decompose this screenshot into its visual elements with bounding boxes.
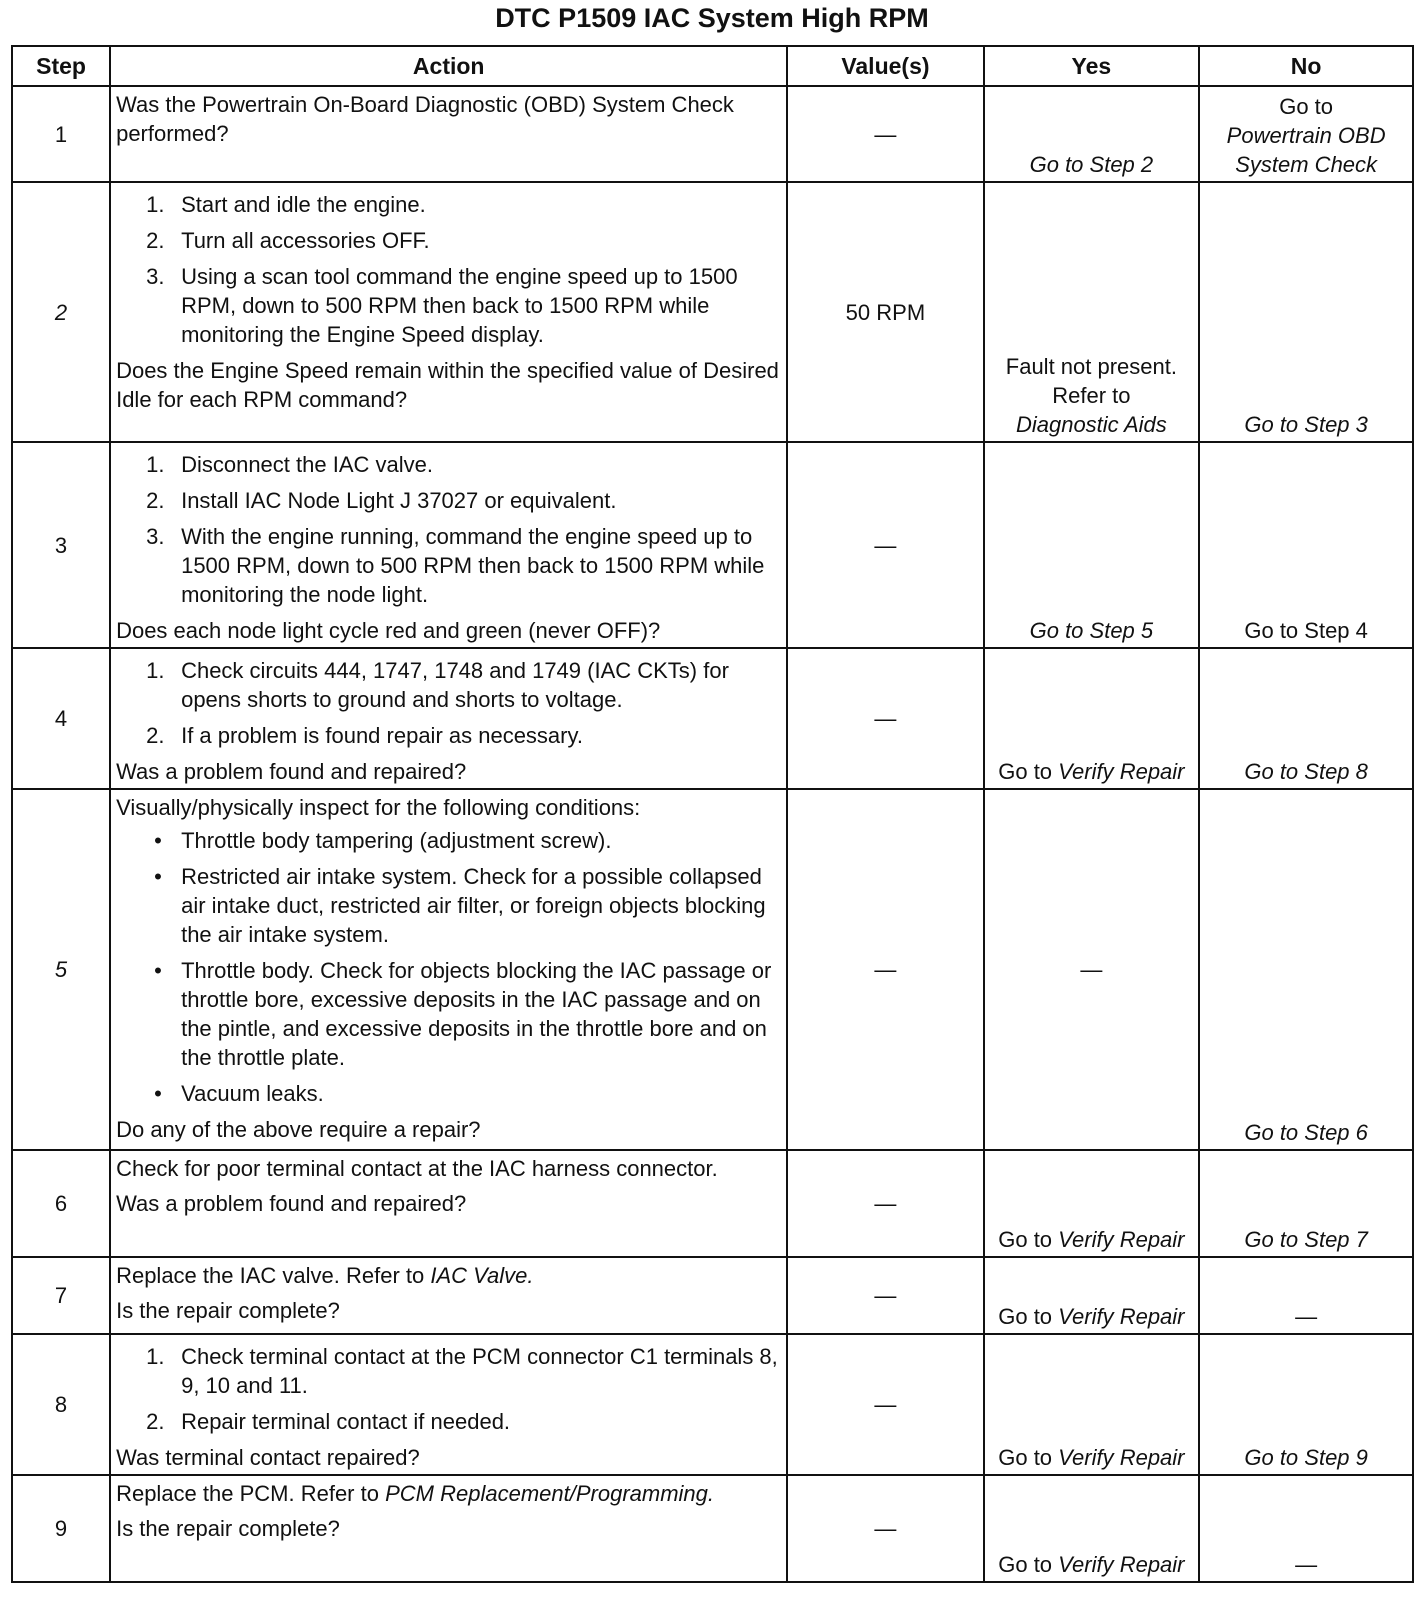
no-cell bbox=[1199, 86, 1413, 182]
yes-link: Verify Repair bbox=[1058, 1552, 1185, 1577]
no-cell: Go to Step 7 bbox=[1199, 1150, 1413, 1257]
step-number: 4 bbox=[12, 648, 110, 789]
substep-list bbox=[116, 190, 780, 349]
no-cell: — bbox=[1199, 1257, 1413, 1334]
substep-item: 2. Install IAC Node Light J 37027 or equivalent. bbox=[146, 488, 617, 513]
substep-item: 1. Disconnect the IAC valve. bbox=[146, 452, 433, 477]
action-cell bbox=[110, 1150, 787, 1257]
header-action: Action bbox=[110, 46, 787, 86]
yes-link: Diagnostic Aids bbox=[1015, 412, 1167, 437]
action-cell bbox=[110, 1475, 787, 1582]
no-cell: Go to Step 4 bbox=[1199, 442, 1413, 648]
yes-link: Verify Repair bbox=[1058, 759, 1185, 784]
value-cell: — bbox=[787, 648, 983, 789]
action-link: PCM Replacement/Programming. bbox=[385, 1481, 715, 1506]
yes-cell bbox=[984, 182, 1200, 442]
table-row bbox=[12, 182, 1413, 442]
action-question: Is the repair complete? bbox=[116, 1298, 340, 1323]
value-cell: — bbox=[787, 789, 983, 1150]
no-prefix: Go to bbox=[1279, 94, 1334, 119]
yes-cell: — bbox=[984, 789, 1200, 1150]
action-text-prefix: Replace the IAC valve. Refer to bbox=[116, 1263, 425, 1288]
value-cell: 50 RPM bbox=[787, 182, 983, 442]
action-text: Was the Powertrain On-Board Diagnostic (OBD) System Check performed? bbox=[116, 92, 734, 146]
step-number: 8 bbox=[12, 1334, 110, 1475]
yes-prefix: Go to bbox=[998, 1304, 1053, 1329]
value-cell: — bbox=[787, 1475, 983, 1582]
substep-item: 1. Start and idle the engine. bbox=[146, 192, 426, 217]
table-row bbox=[12, 789, 1413, 1150]
header-step: Step bbox=[12, 46, 110, 86]
action-question: Is the repair complete? bbox=[116, 1516, 340, 1541]
yes-link: Verify Repair bbox=[1058, 1227, 1185, 1252]
action-text: Check for poor terminal contact at the IAC harness connector. bbox=[116, 1156, 718, 1181]
table-row bbox=[12, 442, 1413, 648]
substep-item: 1. Check circuits 444, 1747, 1748 and 1749 (IAC CKTs) for opens shorts to ground and shorts to voltage. bbox=[146, 658, 729, 712]
no-cell: Go to Step 8 bbox=[1199, 648, 1413, 789]
page-title: DTC P1509 IAC System High RPM bbox=[495, 3, 929, 33]
yes-cell bbox=[984, 1257, 1200, 1334]
action-question: Do any of the above require a repair? bbox=[116, 1117, 481, 1142]
action-link: IAC Valve. bbox=[430, 1263, 534, 1288]
table-row bbox=[12, 1475, 1413, 1582]
no-cell: Go to Step 9 bbox=[1199, 1334, 1413, 1475]
substep-item: 2. Turn all accessories OFF. bbox=[146, 228, 430, 253]
substep-list bbox=[116, 1342, 780, 1436]
yes-cell bbox=[984, 1475, 1200, 1582]
value-cell: — bbox=[787, 1334, 983, 1475]
action-cell bbox=[110, 1334, 787, 1475]
substep-item: 2. Repair terminal contact if needed. bbox=[146, 1409, 511, 1434]
condition-item: • Throttle body. Check for objects blocking the IAC passage or throttle bore, excessive deposits in the IAC passage and on the pintle, and excessive deposits in the throttle bore and on the throttle plate. bbox=[154, 958, 772, 1070]
header-no: No bbox=[1199, 46, 1413, 86]
yes-link: Verify Repair bbox=[1058, 1304, 1185, 1329]
step-number: 3 bbox=[12, 442, 110, 648]
substep-list bbox=[116, 450, 780, 609]
no-link: Powertrain OBD System Check bbox=[1226, 123, 1386, 177]
condition-list bbox=[116, 826, 780, 1108]
no-cell: Go to Step 3 bbox=[1199, 182, 1413, 442]
action-text-prefix: Replace the PCM. Refer to bbox=[116, 1481, 379, 1506]
table-header-row bbox=[12, 46, 1413, 86]
action-question: Does each node light cycle red and green (never OFF)? bbox=[116, 618, 661, 643]
value-cell: — bbox=[787, 442, 983, 648]
yes-prefix: Go to bbox=[998, 1227, 1053, 1252]
substep-item: 1. Check terminal contact at the PCM connector C1 terminals 8, 9, 10 and 11. bbox=[146, 1344, 778, 1398]
action-cell bbox=[110, 86, 787, 182]
yes-cell bbox=[984, 648, 1200, 789]
action-cell bbox=[110, 648, 787, 789]
no-cell: — bbox=[1199, 1475, 1413, 1582]
substep-item: 3. With the engine running, command the engine speed up to 1500 RPM, down to 500 RPM then back to 1500 RPM while monitoring the node light. bbox=[146, 524, 765, 607]
action-question: Does the Engine Speed remain within the specified value of Desired Idle for each RPM command? bbox=[116, 358, 779, 412]
value-cell: — bbox=[787, 1257, 983, 1334]
header-values: Value(s) bbox=[787, 46, 983, 86]
yes-prefix: Go to bbox=[998, 759, 1053, 784]
table-row bbox=[12, 1334, 1413, 1475]
action-question: Was a problem found and repaired? bbox=[116, 1191, 467, 1216]
yes-link: Verify Repair bbox=[1058, 1445, 1185, 1470]
table-row bbox=[12, 648, 1413, 789]
yes-cell bbox=[984, 1150, 1200, 1257]
step-number: 5 bbox=[12, 789, 110, 1150]
header-yes: Yes bbox=[984, 46, 1200, 86]
yes-cell: Go to Step 2 bbox=[984, 86, 1200, 182]
step-number: 9 bbox=[12, 1475, 110, 1582]
action-cell bbox=[110, 1257, 787, 1334]
action-text bbox=[116, 1261, 780, 1290]
condition-item: • Vacuum leaks. bbox=[154, 1081, 324, 1106]
condition-item: • Restricted air intake system. Check for a possible collapsed air intake duct, restricted air filter, or foreign objects blocking the air intake system. bbox=[154, 864, 766, 947]
action-cell bbox=[110, 442, 787, 648]
action-text bbox=[116, 1479, 780, 1508]
step-number: 1 bbox=[12, 86, 110, 182]
action-cell bbox=[110, 182, 787, 442]
yes-prefix: Fault not present. Refer to bbox=[1005, 354, 1177, 408]
table-row bbox=[12, 1150, 1413, 1257]
diagnostic-table bbox=[11, 45, 1414, 1583]
substep-item: 3. Using a scan tool command the engine speed up to 1500 RPM, down to 500 RPM then back to 1500 RPM while monitoring the Engine Speed display. bbox=[146, 264, 738, 347]
action-question: Was terminal contact repaired? bbox=[116, 1445, 420, 1470]
yes-cell bbox=[984, 1334, 1200, 1475]
step-number: 6 bbox=[12, 1150, 110, 1257]
table-row bbox=[12, 86, 1413, 182]
value-cell: — bbox=[787, 86, 983, 182]
step-number: 7 bbox=[12, 1257, 110, 1334]
action-cell bbox=[110, 789, 787, 1150]
yes-prefix: Go to bbox=[998, 1552, 1053, 1577]
value-cell: — bbox=[787, 1150, 983, 1257]
table-row bbox=[12, 1257, 1413, 1334]
substep-item: 2. If a problem is found repair as necessary. bbox=[146, 723, 583, 748]
yes-prefix: Go to bbox=[998, 1445, 1053, 1470]
yes-cell: Go to Step 5 bbox=[984, 442, 1200, 648]
step-number: 2 bbox=[12, 182, 110, 442]
action-intro: Visually/physically inspect for the following conditions: bbox=[116, 795, 641, 820]
substep-list bbox=[116, 656, 780, 750]
action-question: Was a problem found and repaired? bbox=[116, 759, 467, 784]
condition-item: • Throttle body tampering (adjustment screw). bbox=[154, 828, 612, 853]
no-cell: Go to Step 6 bbox=[1199, 789, 1413, 1150]
